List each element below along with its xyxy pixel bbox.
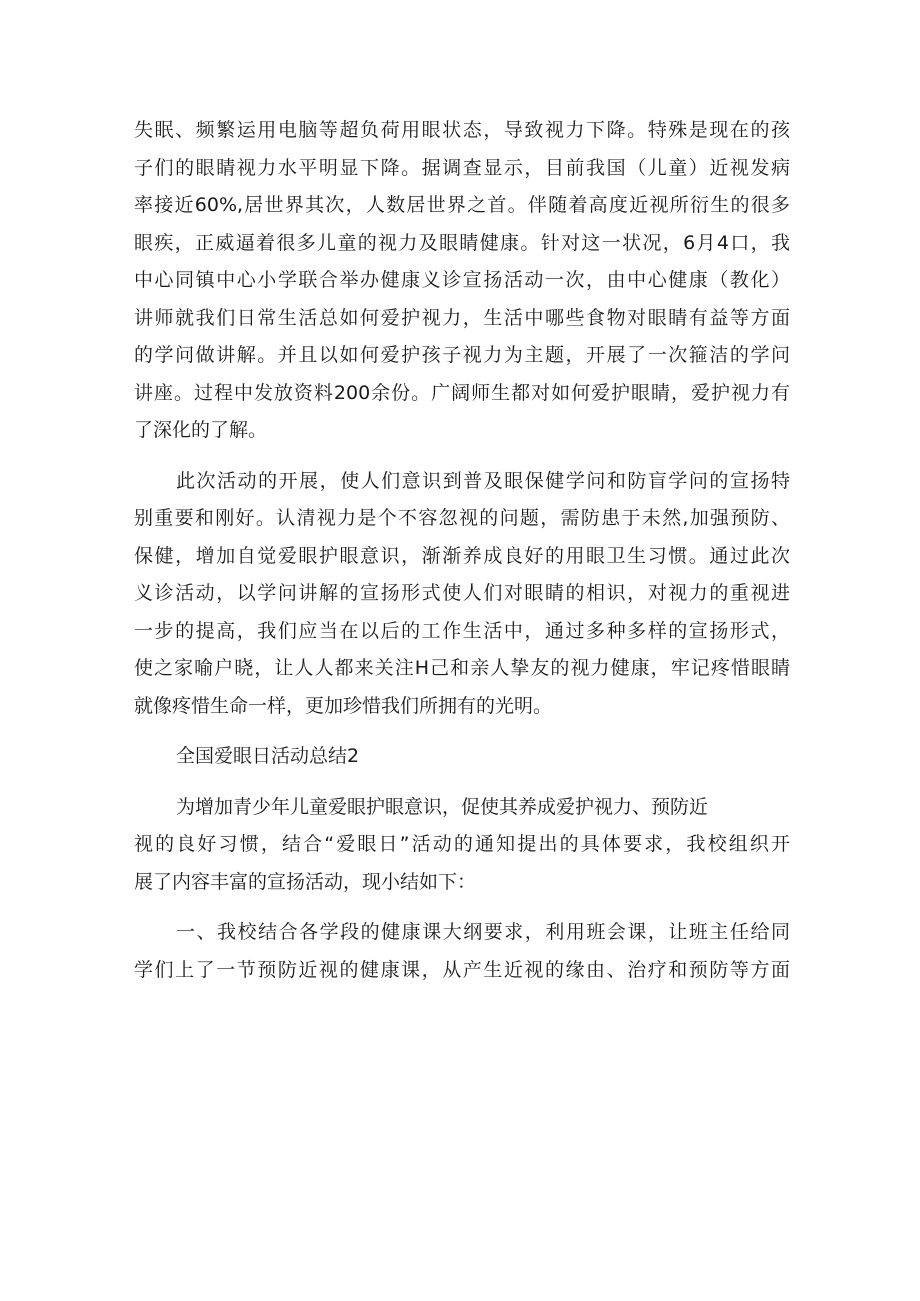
paragraph-gap bbox=[134, 450, 790, 463]
text-line: 就像疼惜生命一样，更加珍惜我们所拥有的光明。 bbox=[134, 694, 553, 717]
text-line: 视的良好习惯，结合“爱眼日”活动的通知提出的具体要求，我校组织开 bbox=[134, 833, 790, 855]
text-line: 为增加青少年儿童爱眼护眼意识，促使其养成爱护视力、预防近 bbox=[176, 795, 709, 818]
text-line: 使之家喻户晓，让人人都来关注H己和亲人挚友的视力健康，牢记疼惜眼睛 bbox=[134, 657, 790, 679]
paragraph-gap bbox=[134, 725, 790, 738]
paragraph-1 bbox=[134, 112, 790, 450]
text-line: 展了内容丰富的宣扬活动，现小结如下： bbox=[134, 870, 477, 893]
document-body bbox=[134, 112, 790, 989]
text-line: 失眠、频繁运用电脑等超负荷用眼状态，导致视力下降。特殊是现在的孩 bbox=[134, 119, 790, 141]
text-line: 率接近60%,居世界其次，人数居世界之首。伴随着高度近视所衍生的很多 bbox=[134, 194, 790, 216]
text-line: 的学问做讲解。并且以如何爱护孩子视力为主题，开展了一次箍洁的学问 bbox=[134, 344, 790, 366]
text-line: 中心同镇中心小学联合举办健康义诊宣扬活动一次，由中心健康（教化） bbox=[134, 269, 790, 291]
text-line: 此次活动的开展，使人们意识到普及眼保健学问和防盲学问的宣扬特 bbox=[176, 469, 790, 492]
paragraph-2 bbox=[134, 463, 790, 726]
text-line: 讲师就我们日常生活总如何爱护视力，生活中哪些食物对眼睛有益等方面 bbox=[134, 306, 790, 329]
paragraph-gap bbox=[134, 776, 790, 789]
text-line: 学们上了一节预防近视的健康课，从产生近视的缘由、治疗和预防等方面 bbox=[134, 958, 790, 981]
text-line: 了深化的了解。 bbox=[134, 419, 268, 441]
text-line: 一步的提高，我们应当在以后的工作生活中，通过多种多样的宣扬形式， bbox=[134, 619, 790, 642]
paragraph-4 bbox=[134, 914, 790, 989]
text-line: 眼疾，正威逼着很多儿童的视力及眼睛健康。针对这一状况，6月4口，我 bbox=[134, 231, 790, 254]
text-line: 子们的眼睛视力水平明显下降。据调查显示，目前我国（儿童）近视发病 bbox=[134, 156, 790, 179]
text-line: 保健，增加自觉爱眼护眼意识，渐渐养成良好的用眼卫生习惯。通过此次 bbox=[134, 544, 790, 567]
text-line: 义诊活动，以学问讲解的宣扬形式使人们对眼睛的相识，对视力的重视进 bbox=[134, 582, 790, 604]
text-line: 讲座。过程中发放资料200余份。广阔师生都对如何爱护眼睛，爱护视力有 bbox=[134, 381, 790, 404]
section-heading: 全国爱眼日活动总结2 bbox=[176, 745, 360, 767]
paragraph-3 bbox=[134, 789, 790, 902]
paragraph-gap bbox=[134, 901, 790, 914]
text-line: 一、我校结合各学段的健康课大纲要求，利用班会课，让班主任给同 bbox=[176, 921, 790, 943]
text-line: 别重要和刚好。认清视力是个不容忽视的问题，需防患于未然,加强预防、 bbox=[134, 507, 790, 529]
